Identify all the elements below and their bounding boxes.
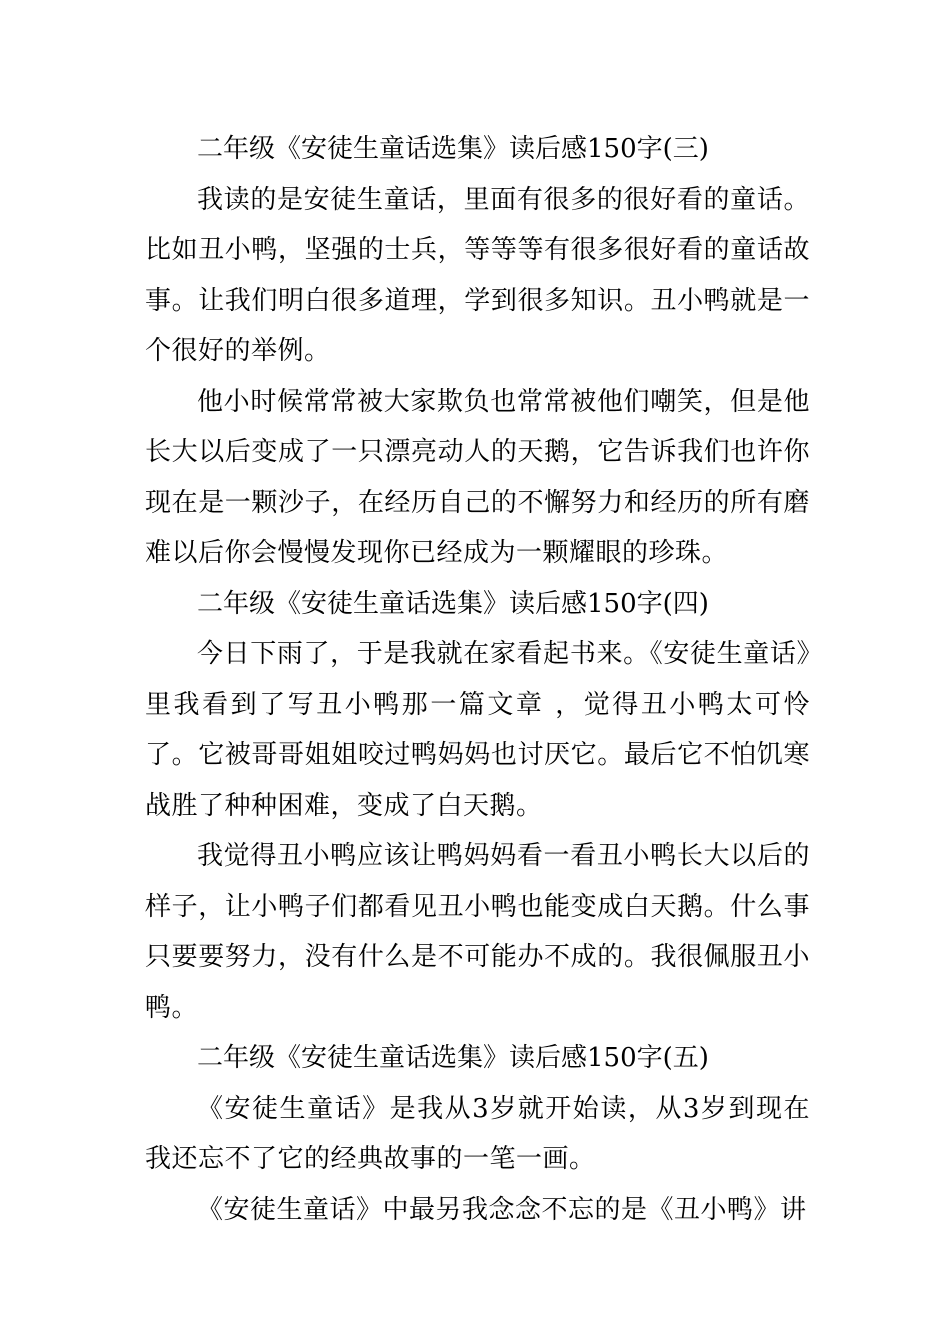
paragraph: 《安徒生童话》中最另我念念不忘的是《丑小鸭》讲 xyxy=(197,1194,807,1225)
section-heading-5: 二年级《安徒生童话选集》读后感150字(五) xyxy=(197,1043,709,1073)
paragraph: 《安徒生童话》是我从3岁就开始读，从3岁到现在我还忘不了它的经典故事的一笔一画。 xyxy=(145,1093,810,1174)
document-body xyxy=(145,124,810,1235)
paragraph: 我读的是安徒生童话，里面有很多的很好看的童话。比如丑小鸭，坚强的士兵，等等等有很多很好看的童话故事。让我们明白很多道理，学到很多知识。丑小鸭就是一个很好的举例。 xyxy=(145,184,810,366)
section-heading-4: 二年级《安徒生童话选集》读后感150字(四) xyxy=(197,588,709,619)
section-heading-3: 二年级《安徒生童话选集》读后感150字(三) xyxy=(197,134,709,164)
paragraph: 今日下雨了，于是我就在家看起书来。《安徒生童话》里我看到了写丑小鸭那一篇文章 ，觉得丑小鸭太可怜了。它被哥哥姐姐咬过鸭妈妈也讨厌它。最后它不怕饥寒战胜了种种困难，变成了白天鹅。 xyxy=(145,639,810,821)
paragraph: 我觉得丑小鸭应该让鸭妈妈看一看丑小鸭长大以后的样子，让小鸭子们都看见丑小鸭也能变成白天鹅。什么事只要要努力，没有什么是不可能办不成的。我很佩服丑小鸭。 xyxy=(145,841,810,1023)
paragraph: 他小时候常常被大家欺负也常常被他们嘲笑，但是他长大以后变成了一只漂亮动人的天鹅，它告诉我们也许你现在是一颗沙子，在经历自己的不懈努力和经历的所有磨难以后你会慢慢发现你已经成为一颗耀眼的珍珠。 xyxy=(145,386,810,568)
